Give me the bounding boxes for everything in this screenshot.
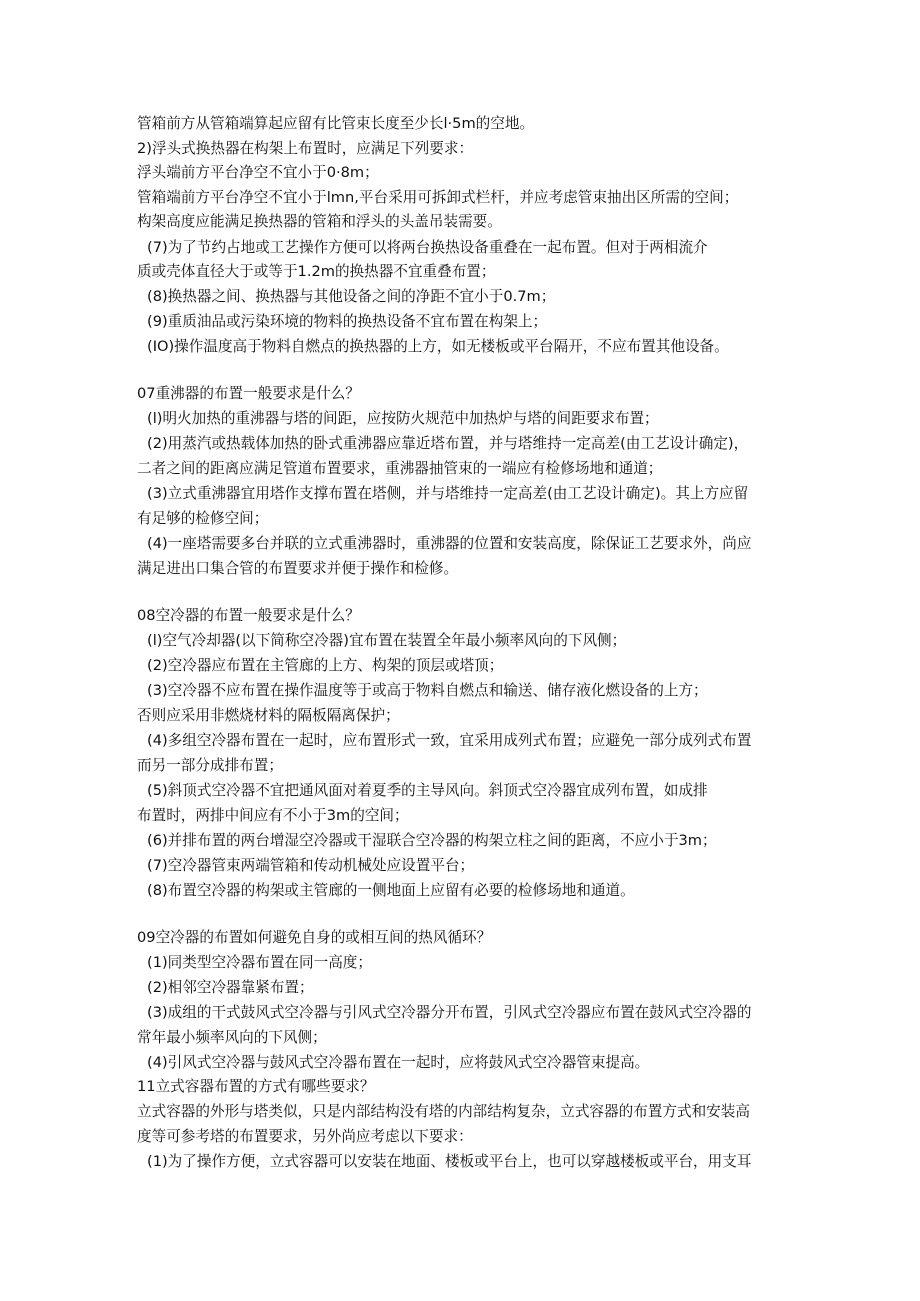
text-line: (2)用蒸汽或热载体加热的卧式重沸器应靠近塔布置，并与塔维持一定高差(由工艺设计确定)， <box>147 435 749 452</box>
text-line: 布置时，两排中间应有不小于3m的空间； <box>137 807 409 824</box>
text-line: 2)浮头式换热器在构架上布置时，应满足下列要求： <box>137 140 474 157</box>
text-line: (4)一座塔需要多台并联的立式重沸器时，重沸器的位置和安装高度，除保证工艺要求外，尚应 <box>147 535 752 552</box>
text-line: (6)并排布置的两台增湿空冷器或干湿联合空冷器的构架立柱之间的距离，不应小于3m； <box>147 832 717 849</box>
text-line: (8)换热器之间、换热器与其他设备之间的净距不宜小于0.7m； <box>147 288 556 305</box>
text-line: (2)相邻空冷器靠紧布置； <box>147 979 314 996</box>
text-line: (3)成组的干式鼓风式空冷器与引风式空冷器分开布置，引风式空冷器应布置在鼓风式空冷器的 <box>147 1004 752 1021</box>
text-line: 浮头端前方平台净空不宜小于0·8m； <box>137 164 379 181</box>
text-line: 有足够的检修空间； <box>137 510 269 527</box>
text-line: (9)重质油品或污染环境的物料的换热设备不宜布置在构架上； <box>147 313 548 330</box>
section-heading: 11立式容器布置的方式有哪些要求？ <box>137 1078 375 1095</box>
text-line: 满足进出口集合管的布置要求并便于操作和检修。 <box>137 560 459 577</box>
section-heading: 08空冷器的布置一般要求是什么？ <box>137 607 360 624</box>
text-line: 立式容器的外形与塔类似，只是内部结构没有塔的内部结构复杂，立式容器的布置方式和安装高 <box>137 1103 750 1120</box>
text-line: (5)斜顶式空冷器不宜把通风面对着夏季的主导风向。斜顶式空冷器宜成列布置，如成排 <box>147 782 708 799</box>
text-line: 质或壳体直径大于或等于1.2m的换热器不宜重叠布置； <box>137 263 496 280</box>
text-line: (IO)操作温度高于物料自燃点的换热器的上方，如无楼板或平台隔开，不应布置其他设备。 <box>147 338 729 355</box>
text-line: (4)多组空冷器布置在一起时，应布置形式一致，宜采用成列式布置；应避免一部分成列式布置 <box>147 732 752 749</box>
text-line: (4)引风式空冷器与鼓风式空冷器布置在一起时，应将鼓风式空冷器管束提高。 <box>147 1054 650 1071</box>
text-line: (1)同类型空冷器布置在同一高度； <box>147 954 372 971</box>
text-line: (7)空冷器管束两端管箱和传动机械处应设置平台； <box>147 857 475 874</box>
text-line: (3)立式重沸器宜用塔作支撑布置在塔侧，并与塔维持一定高差(由工艺设计确定)。其上方应留 <box>147 485 749 502</box>
text-line: 管箱前方从管箱端算起应留有比管束长度至少长l·5m的空地。 <box>137 115 535 132</box>
text-line: (2)空冷器应布置在主管廊的上方、构架的顶层或塔顶； <box>147 657 504 674</box>
text-line: 常年最小频率风向的下风侧； <box>137 1029 327 1046</box>
text-line: 否则应采用非燃烧材料的隔板隔离保护； <box>137 707 400 724</box>
text-line: 管箱端前方平台净空不宜小于lmn,平台采用可拆卸式栏杆，并应考虑管束抽出区所需的空间； <box>137 189 739 206</box>
text-line: 构架高度应能满足换热器的管箱和浮头的头盖吊装需要。 <box>137 213 502 230</box>
section-heading: 09空冷器的布置如何避免自身的或相互间的热风循环？ <box>137 929 492 946</box>
text-line: 而另一部分成排布置； <box>137 757 283 774</box>
text-line: (1)为了操作方便，立式容器可以安装在地面、楼板或平台上，也可以穿越楼板或平台，用支耳 <box>147 1153 752 1170</box>
section-heading: 07重沸器的布置一般要求是什么？ <box>137 385 360 402</box>
text-line: (8)布置空冷器的构架或主管廊的一侧地面上应留有必要的检修场地和通道。 <box>147 882 635 899</box>
text-line: (7)为了节约占地或工艺操作方便可以将两台换热设备重叠在一起布置。但对于两相流介 <box>147 239 708 256</box>
text-line: 二者之间的距离应满足管道布置要求，重沸器抽管束的一端应有检修场地和通道； <box>137 460 663 477</box>
text-line: (l)空气冷却器(以下简称空冷器)宜布置在装置全年最小频率风向的下风侧； <box>147 632 627 649</box>
text-line: (l)明火加热的重沸器与塔的间距，应按防火规范中加热炉与塔的间距要求布置； <box>147 410 659 427</box>
text-line: 度等可参考塔的布置要求，另外尚应考虑以下要求： <box>137 1128 473 1145</box>
text-line: (3)空冷器不应布置在操作温度等于或高于物料自燃点和输送、储存液化燃设备的上方； <box>147 682 708 699</box>
